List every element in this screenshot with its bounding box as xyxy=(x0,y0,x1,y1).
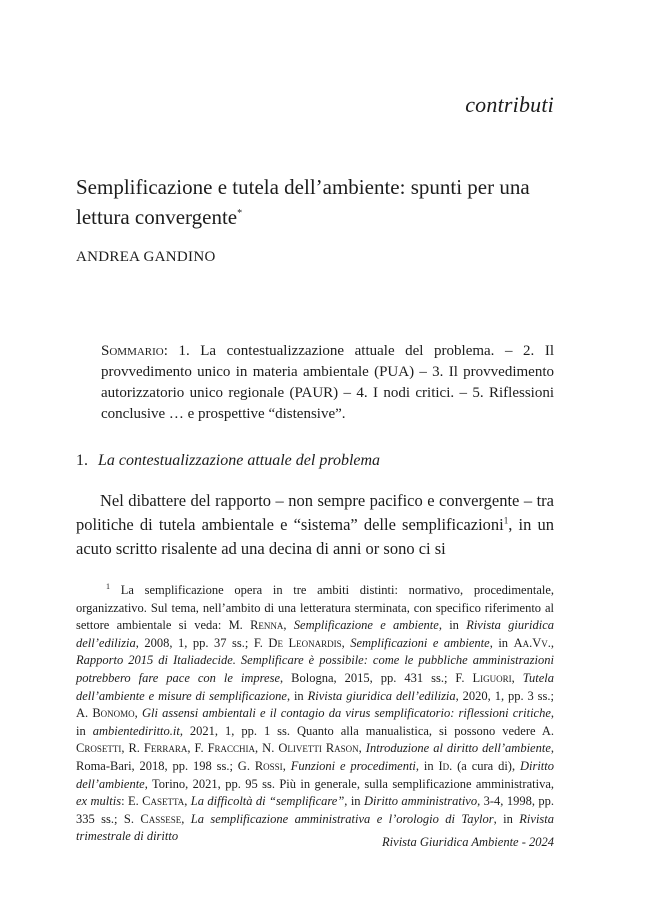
article-title-text: Semplificazione e tutela dell’ambiente: spunti per una lettura convergente xyxy=(76,175,530,229)
fn-work-title: Semplificazioni e ambiente xyxy=(350,635,490,650)
fn-work-title: Introduzione al diritto dell’ambiente xyxy=(365,741,551,756)
fn-text: , xyxy=(282,758,291,773)
body-paragraph xyxy=(76,489,554,561)
section-number: 1. xyxy=(76,452,88,469)
fn-work-title: Gli assensi ambientali e il contagio da virus semplificatorio: riflessioni critiche xyxy=(141,706,551,721)
body-text-part-1: Nel dibattere del rapporto – non sempre pacifico e convergente – tra politiche di tutela ambientale e “sistema” delle semplificazioni xyxy=(76,491,554,534)
fn-text: , Bologna, 2015, pp. 431 ss.; F. xyxy=(280,670,473,685)
fn-author: Casetta xyxy=(142,794,185,809)
body-text-part-2: , in un acuto scritto risalente ad una decina di anni or sono ci si xyxy=(76,515,554,558)
fn-text: , xyxy=(358,741,366,756)
fn-text: , xyxy=(550,635,555,650)
fn-work-title: La semplificazione amministrativa e l’orologio di Taylor xyxy=(190,811,494,826)
fn-text: , xyxy=(181,811,191,826)
fn-text: , N. xyxy=(255,741,279,756)
fn-text: , xyxy=(184,794,191,809)
fn-work-title: La difficoltà di “semplificare” xyxy=(190,794,345,809)
fn-latin-phrase: ex multis xyxy=(76,794,122,809)
fn-work-title: Rivista giuridica dell’edilizia xyxy=(76,618,554,650)
fn-author: Ferrara xyxy=(143,741,188,756)
footnote-1 xyxy=(76,582,554,846)
fn-text: , in xyxy=(438,618,467,633)
fn-work-title: Tutela dell’ambiente e misure di semplificazione xyxy=(76,670,555,703)
fn-text: La semplificazione opera in tre ambiti distinti: normativo, procedimentale, organizzativo. Sul tema, nell’ambito di una letteratura sterminata, con specifico riferimento al settore ambientale si veda: M. xyxy=(76,583,555,633)
fn-author: Rossi xyxy=(254,758,283,773)
summary-text: : 1. La contestualizzazione attuale del problema. – 2. Il provvedimento unico in materia ambientale (PUA) – 3. Il provvedimento autorizzatorio unico regionale (PAUR) – 4. I nodi critici. – 5. Riflessioni conclusive … e prospettive “distensive”. xyxy=(101,343,554,422)
fn-author: Fracchia xyxy=(207,741,256,756)
fn-text: , 3-4, 1998, pp. 335 ss.; S. xyxy=(76,794,554,826)
fn-text: , xyxy=(134,706,142,721)
fn-work-title: ambientediritto.it xyxy=(92,723,180,738)
fn-text: , in xyxy=(493,811,520,826)
fn-text: , xyxy=(511,670,523,685)
fn-author: Crosetti xyxy=(76,741,122,756)
fn-work-title: Funzioni e procedimenti xyxy=(290,758,416,773)
running-footer: Rivista Giuridica Ambiente - 2024 xyxy=(382,835,554,849)
fn-text: , R. xyxy=(121,741,144,756)
fn-text: , in xyxy=(415,758,439,773)
fn-author: Olivetti Rason xyxy=(278,741,359,756)
fn-author: Aa.Vv. xyxy=(513,635,551,650)
fn-author: Cassese xyxy=(140,811,182,826)
section-label: contributi xyxy=(465,92,554,117)
fn-text: , 2020, 1, pp. 3 ss.; A. xyxy=(76,688,554,721)
fn-work-title: Rivista giuridica dell’edilizia xyxy=(307,688,456,703)
fn-text: , Roma-Bari, 2018, pp. 198 ss.; G. xyxy=(76,741,555,773)
fn-author: Liguori xyxy=(472,670,512,685)
title-footnote-mark: * xyxy=(237,208,243,219)
summary-label: Sommario xyxy=(101,343,164,359)
fn-text: , Torino, 2021, pp. 95 ss. Più in generale, sulla semplificazione amministrativa, xyxy=(144,776,554,791)
fn-text: , xyxy=(283,618,294,633)
section-heading xyxy=(76,452,380,470)
fn-author: Renna xyxy=(250,618,284,633)
fn-text: , in xyxy=(344,794,364,809)
fn-work-title: Rivista trimestrale di diritto xyxy=(76,811,555,844)
author-name: ANDREA GANDINO xyxy=(76,249,216,265)
fn-work-title: Diritto dell’ambiente xyxy=(76,758,555,791)
footnote-reference: 1 xyxy=(503,515,509,526)
fn-text: , 2021, 1, pp. 1 ss. Quanto alla manualistica, si possono vedere A. xyxy=(179,723,554,738)
fn-text: , in xyxy=(286,688,308,703)
footnote-number: 1 xyxy=(106,581,110,591)
fn-text: : E. xyxy=(121,794,143,809)
fn-work-title: Rapporto 2015 di Italiadecide. Semplificare è possibile: come le pubbliche amministrazioni potrebbero fare pace con le imprese xyxy=(76,653,554,685)
fn-text: , in xyxy=(76,706,555,738)
section-heading-text: La contestualizzazione attuale del problema xyxy=(98,452,381,469)
fn-author: Bonomo xyxy=(92,706,135,721)
fn-work-title: Semplificazione e ambiente xyxy=(293,618,439,633)
fn-text: , xyxy=(341,635,351,650)
fn-author: De Leonardis xyxy=(268,635,342,650)
fn-text: , in xyxy=(489,635,514,650)
summary xyxy=(101,341,554,425)
fn-work-title: Diritto amministrativo xyxy=(363,794,478,809)
fn-text: , F. xyxy=(187,741,208,756)
article-title xyxy=(76,172,556,232)
fn-text: (a cura di), xyxy=(452,758,520,773)
fn-text: , 2008, 1, pp. 37 ss.; F. xyxy=(135,635,269,650)
fn-author: Id. xyxy=(438,758,453,773)
